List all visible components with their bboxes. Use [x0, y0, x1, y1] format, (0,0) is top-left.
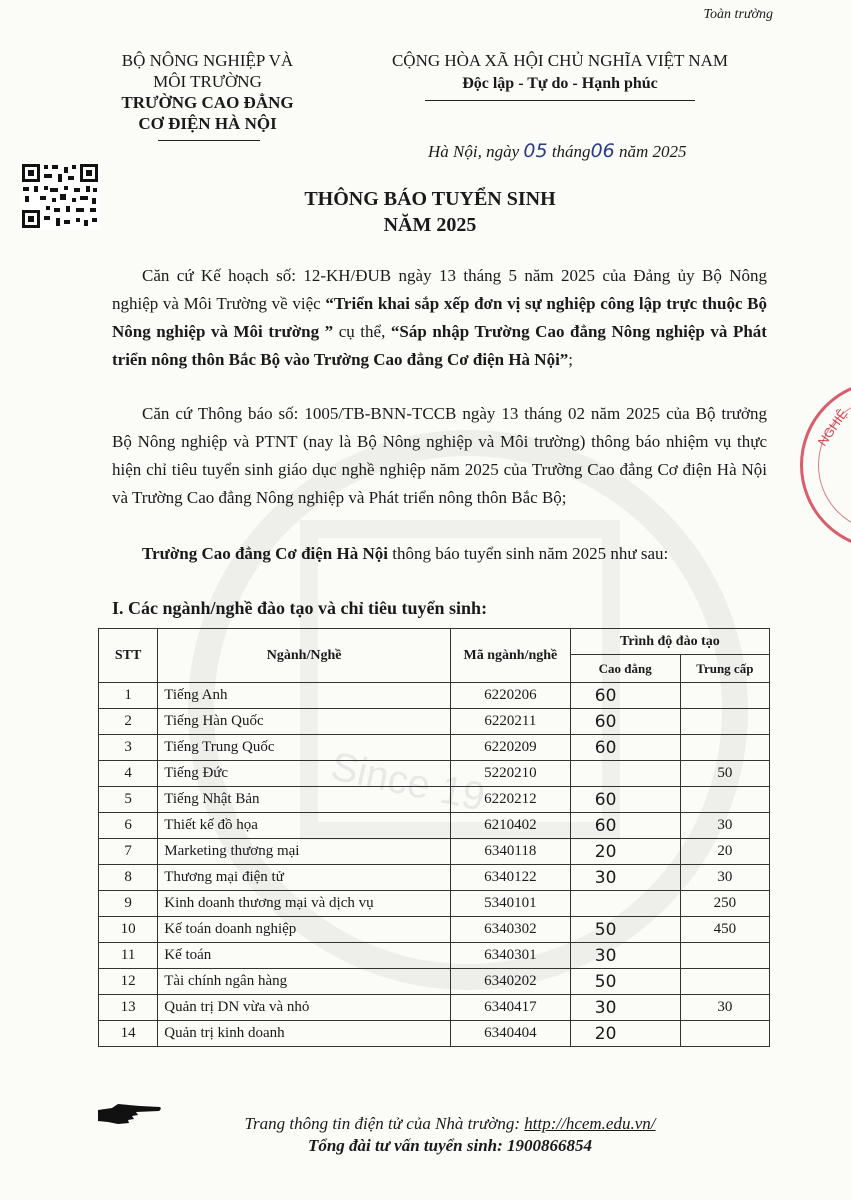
cell-code: 5340101 [451, 891, 571, 917]
table-row [99, 761, 770, 787]
table-row [99, 891, 770, 917]
cell-trung-cap: 30 [680, 865, 769, 891]
cell-stt: 14 [99, 1021, 158, 1047]
cell-cao-dang: 30 [570, 943, 680, 969]
cell-trung-cap: 50 [680, 761, 769, 787]
cell-stt: 4 [99, 761, 158, 787]
cell-cao-dang: 60 [570, 709, 680, 735]
cell-trung-cap [680, 735, 769, 761]
cell-name: Tài chính ngân hàng [158, 969, 451, 995]
header-cao-dang: Cao đẳng [570, 655, 680, 683]
header-stt: STT [99, 629, 158, 683]
cell-cao-dang: 30 [570, 865, 680, 891]
cell-code: 6340417 [451, 995, 571, 1021]
cell-code: 6340202 [451, 969, 571, 995]
cell-name: Kinh doanh thương mại và dịch vụ [158, 891, 451, 917]
cell-trung-cap: 20 [680, 839, 769, 865]
watermark-text: Since 19 [327, 744, 489, 820]
cell-code: 5220210 [451, 761, 571, 787]
p1-end: ; [568, 350, 574, 369]
cell-code: 6340302 [451, 917, 571, 943]
cell-stt: 10 [99, 917, 158, 943]
cell-code: 6210402 [451, 813, 571, 839]
date-month: 06 [590, 140, 615, 162]
p1-bold-quote: “Triển khai sắp xếp đơn vị sự nghiệp công lập trực thuộc Bộ Nông nghiệp và Môi trường ” [112, 294, 767, 341]
cell-name: Quản trị kinh doanh [158, 1021, 451, 1047]
cell-trung-cap: 250 [680, 891, 769, 917]
issuer-underline [158, 140, 260, 141]
school-line1: TRƯỜNG CAO ĐẲNG [121, 93, 294, 112]
footer [180, 1113, 720, 1157]
table-row [99, 1021, 770, 1047]
cell-cao-dang [570, 761, 680, 787]
header-level: Trình độ đào tạo [570, 629, 769, 655]
table-row [99, 995, 770, 1021]
cell-cao-dang: 20 [570, 1021, 680, 1047]
website-link[interactable]: http://hcem.edu.vn/ [524, 1114, 656, 1133]
title-line1: THÔNG BÁO TUYỂN SINH [304, 188, 556, 210]
table-row [99, 917, 770, 943]
national-motto: Độc lập - Tự do - Hạnh phúc [462, 75, 658, 92]
table-row [99, 839, 770, 865]
cell-name: Tiếng Anh [158, 683, 451, 709]
cell-stt: 3 [99, 735, 158, 761]
date-month-label: tháng [551, 142, 591, 161]
cell-stt: 1 [99, 683, 158, 709]
paragraph-basis-2: Căn cứ Thông báo số: 1005/TB-BNN-TCCB ngày 13 tháng 02 năm 2025 của Bộ trưởng Bộ Nông nghiệp và PTNT (nay là Bộ Nông nghiệp và Môi trường) thông báo nhiệm vụ thực hiện chỉ tiêu tuyển sinh giáo dục nghề nghiệp năm 2025 của Trường Cao đẳng Cơ điện Hà Nội và Trường Cao đẳng Nông nghiệp và Phát triển nông thôn Bắc Bộ; [112, 404, 767, 507]
table-row [99, 813, 770, 839]
cell-trung-cap [680, 683, 769, 709]
cell-name: Quản trị DN vừa và nhỏ [158, 995, 451, 1021]
cell-name: Kế toán doanh nghiệp [158, 917, 451, 943]
issuer-block [80, 50, 335, 134]
table-row [99, 969, 770, 995]
document-title [150, 186, 710, 238]
table-row [99, 943, 770, 969]
table-row [99, 787, 770, 813]
cell-trung-cap [680, 943, 769, 969]
motto-underline [425, 100, 695, 101]
school-line2: CƠ ĐIỆN HÀ NỘI [138, 114, 277, 133]
cell-trung-cap [680, 1021, 769, 1047]
paragraph-basis-1 [112, 262, 767, 374]
cell-cao-dang: 60 [570, 813, 680, 839]
date-year: năm 2025 [619, 142, 687, 161]
cell-cao-dang: 60 [570, 787, 680, 813]
cell-stt: 7 [99, 839, 158, 865]
cell-trung-cap [680, 969, 769, 995]
website-line [180, 1113, 720, 1135]
cell-name: Tiếng Nhật Bản [158, 787, 451, 813]
section-title: I. Các ngành/nghề đào tạo và chỉ tiêu tuyển sinh: [112, 598, 488, 618]
cell-stt: 2 [99, 709, 158, 735]
cell-name: Tiếng Hàn Quốc [158, 709, 451, 735]
cell-code: 6220211 [451, 709, 571, 735]
cell-name: Marketing thương mại [158, 839, 451, 865]
distribution-label: Toàn trường [703, 7, 773, 22]
table-row [99, 735, 770, 761]
cell-cao-dang: 60 [570, 683, 680, 709]
cell-stt: 5 [99, 787, 158, 813]
header-trung-cap: Trung cấp [680, 655, 769, 683]
paragraph-announcement [112, 540, 767, 568]
cell-trung-cap: 30 [680, 813, 769, 839]
cell-cao-dang: 30 [570, 995, 680, 1021]
cell-trung-cap: 30 [680, 995, 769, 1021]
cell-trung-cap [680, 709, 769, 735]
cell-name: Tiếng Đức [158, 761, 451, 787]
p1-text: Căn cứ Kế hoạch số: 12-KH/ĐUB ngày 13 tháng 5 năm 2025 của Đảng ủy Bộ Nông nghiệp và Môi Trường về việc [112, 266, 767, 313]
cell-code: 6340122 [451, 865, 571, 891]
table-row [99, 709, 770, 735]
cell-trung-cap [680, 787, 769, 813]
hotline: Tổng đài tư vấn tuyển sinh: 1900866854 [307, 1136, 593, 1155]
cell-name: Thiết kế đồ họa [158, 813, 451, 839]
seal-text: NGHIỆ [814, 406, 851, 449]
cell-name: Thương mại điện tử [158, 865, 451, 891]
cell-cao-dang: 20 [570, 839, 680, 865]
title-line2: NĂM 2025 [383, 214, 477, 236]
p1-connector: cụ thể, [333, 322, 391, 341]
cell-name: Kế toán [158, 943, 451, 969]
p1-bold-merger: “Sáp nhập Trường Cao đẳng Nông nghiệp và Phát triển nông thôn Bắc Bộ vào Trường Cao đẳng Cơ điện Hà Nội” [112, 322, 767, 369]
cell-code: 6220212 [451, 787, 571, 813]
table-row [99, 865, 770, 891]
cell-name: Tiếng Trung Quốc [158, 735, 451, 761]
cell-cao-dang [570, 891, 680, 917]
ministry-line1: BỘ NÔNG NGHIỆP VÀ [121, 51, 294, 70]
header-name: Ngành/Nghề [158, 629, 451, 683]
p3-school-name: Trường Cao đẳng Cơ điện Hà Nội [142, 544, 388, 563]
cell-stt: 12 [99, 969, 158, 995]
website-prefix: Trang thông tin điện tử của Nhà trường: [244, 1114, 525, 1133]
cell-code: 6220206 [451, 683, 571, 709]
cell-stt: 9 [99, 891, 158, 917]
cell-cao-dang: 50 [570, 969, 680, 995]
country-name: CỘNG HÒA XÃ HỘI CHỦ NGHĨA VIỆT NAM [391, 51, 729, 70]
cell-cao-dang: 50 [570, 917, 680, 943]
cell-stt: 11 [99, 943, 158, 969]
cell-stt: 8 [99, 865, 158, 891]
cell-code: 6220209 [451, 735, 571, 761]
national-header [350, 49, 770, 95]
cell-stt: 6 [99, 813, 158, 839]
pointing-hand-icon [96, 1100, 162, 1130]
enrollment-table [98, 628, 770, 1047]
cell-code: 6340118 [451, 839, 571, 865]
date-day: 05 [523, 140, 548, 162]
cell-code: 6340301 [451, 943, 571, 969]
cell-stt: 13 [99, 995, 158, 1021]
ministry-line2: MÔI TRƯỜNG [153, 72, 262, 91]
header-code: Mã ngành/nghề [451, 629, 571, 683]
table-row [99, 683, 770, 709]
cell-cao-dang: 60 [570, 735, 680, 761]
qr-code-icon [20, 162, 100, 230]
cell-trung-cap: 450 [680, 917, 769, 943]
date-prefix: Hà Nội, ngày [428, 142, 520, 161]
p3-text: thông báo tuyển sinh năm 2025 như sau: [387, 544, 669, 563]
issue-date [428, 140, 687, 162]
cell-code: 6340404 [451, 1021, 571, 1047]
